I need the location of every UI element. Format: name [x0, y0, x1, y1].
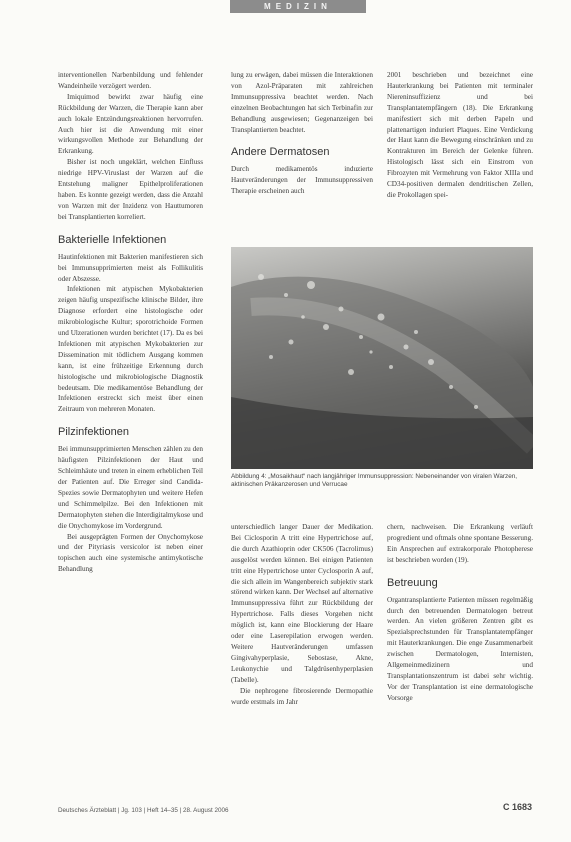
text-column-2-lower	[231, 522, 373, 707]
section-heading-fungal: Pilzinfektionen	[58, 426, 129, 439]
figure-caption: Abbildung 4: „Mosaikhaut“ nach langjähriger Immunsuppression: Nebeneinander von viralen Warzen, aktinischen Präkanzerosen und Verrucae	[231, 473, 518, 489]
page-number: C 1683	[503, 802, 533, 812]
journal-footer: Deutsches Ärzteblatt | Jg. 103 | Heft 14–35 | 28. August 2006	[58, 807, 229, 814]
clinical-photo-mosaic-skin	[231, 247, 533, 469]
paragraph: Bisher ist noch ungeklärt, welchen Einfluss niedrige HPV-Viruslast der Warzen auf die Entstehung maligner Epithelproliferationen haben. Es konnte gezeigt werden, dass die Anzahl von Warzen mit der Inzidenz von Hauttumoren bei Transplantierten korreliert.	[58, 158, 203, 221]
paragraph: Imiquimod bewirkt zwar häufig eine Rückbildung der Warzen, die Therapie kann aber auch lokale Entzündungsreaktionen hervorrufen. Auch hier ist die Anwendung mit einer wirkungsvollen Methode zur Behandlung der Erkrankung.	[58, 92, 203, 156]
paragraph: Durch medikamentös induzierte Hautveränderungen der Immunsuppressiven Therapie erscheinen auch	[231, 165, 373, 196]
paragraph: Hautinfektionen mit Bakterien manifestieren sich bei Immunsupprimierten meist als Follikulitis oder Abszesse.	[58, 252, 203, 283]
paragraph: interventionellen Narbenbildung und fehlender Wandeinheile verzögert werden.	[58, 71, 203, 90]
paragraph: Infektionen mit atypischen Mykobakterien zeigen häufig unspezifische klinische Bilder, ihre Diagnose erfordert eine histologische oder mikrobiologische Kultur; sporotrichoide Formen und Ulzerationen wurden berichtet (17). Da es bei Infektionen mit atypischen Mykobakterien zur Dissemination mit tödlichem Ausgang kommen kann, ist eine frühzeitige Erkennung durch histologische und mikrobiologische Diagnostik bedeutsam. Die medikamentöse Behandlung der Infektionen erstreckt sich meist über einen Zeitraum von mehreren Monaten.	[58, 285, 203, 414]
skin-photo-illustration	[231, 247, 533, 469]
paragraph: lung zu erwägen, dabei müssen die Interaktionen von Azol-Präparaten mit zahlreichen Immunsuppressiva beachtet werden. Nach einzelnen Beobachtungen hat sich Terbinafin zur Behandlung ausgewiesen; Gegenanzeigen bei Transplantierten beachtet.	[231, 71, 373, 134]
text-column-2	[231, 70, 373, 197]
paragraph: Bei ausgeprägten Formen der Onychomykose und der Pityriasis versicolor ist neben einer topischen auch eine systemische antimykotische Behandlung	[58, 532, 203, 574]
paragraph: 2001 beschrieben und bezeichnet eine Hauterkrankung bei Patienten mit terminaler Niereninsuffizienz und bei Transplantatempfängern (18). Die Erkrankung manifestiert sich mit derben Papeln und plattenartigen induriert Plaques. Eine Verdickung der Haut kann die Bewegung einschränken und zu Kontrakturen im Bereich der Gelenke führen. Histologisch lässt sich ein Einstrom von Fibrozyten mit Vermehrung von Faktor XIIIa und CD34-positiven dermalen dendritischen Zellen, die Prokollagen spei-	[387, 71, 533, 199]
paragraph: Organtransplantierte Patienten müssen regelmäßig durch den betreuenden Dermatologen betreut werden. An vielen größeren Zentren gibt es Spezialsprechstunden für Transplantatempfänger mit Hauterkrankungen. Die enge Zusammenarbeit zwischen Dermatologen, Internisten, Allgemeinmedizinern und Transplantationszentrum ist dabei sehr wichtig. Vor der Transplantation ist eine dermatologische Vorsorge	[387, 595, 533, 702]
section-heading-bacterial: Bakterielle Infektionen	[58, 233, 167, 246]
section-heading-care: Betreuung	[387, 576, 438, 589]
paragraph: chern, nachweisen. Die Erkrankung verläuft progredient und oftmals ohne spontane Besserung. Ein Ansprechen auf extrakorporale Photopherese ist beschrieben worden (19).	[387, 523, 533, 564]
section-header: MEDIZIN	[230, 0, 366, 13]
section-heading-dermatoses: Andere Dermatosen	[231, 146, 330, 159]
text-column-1	[58, 70, 203, 575]
paragraph: unterschiedlich langer Dauer der Medikation. Bei Ciclosporin A tritt eine Hypertrichose auf, die durch Azathioprin oder CK506 (Tacrolimus) ausgelöst werden können. Bei einigen Patienten tritt eine Hypertrichose unter Cyclosporin A auf, die sich allein im Wangenbereich subjektiv stark störend wirken kann. Der Wechsel auf alternative Immunsuppressiva führt zur Rückbildung der Hypertrichose. Falls dieses Vorgehen nicht möglich ist, kann eine Blockierung der Haare oder eine Laserepilation erwogen werden. Weitere Hautveränderungen umfassen Gingivahyperplasie, Sebostase, Akne, Leukonychie und Talgdrüsenhyperplasien (Tabelle).	[231, 523, 373, 684]
text-column-3-lower	[387, 522, 533, 704]
paragraph: Bei immunsupprimierten Menschen zählen zu den häufigsten Pilzinfektionen der Haut und Schleimhäute und treten in einem erheblichen Teil der Patienten auf. Die Erreger sind Candida-Spezies sowie Dermatophyten und weitere Hefen und Schimmelpilze. Bei den Infektionen mit Dermatophyten stehen die Interdigitalmykose und die Onychomykose im Vordergrund.	[58, 445, 203, 530]
paragraph: Die nephrogene fibrosierende Dermopathie wurde erstmals im Jahr	[231, 686, 373, 706]
text-column-3	[387, 70, 533, 201]
